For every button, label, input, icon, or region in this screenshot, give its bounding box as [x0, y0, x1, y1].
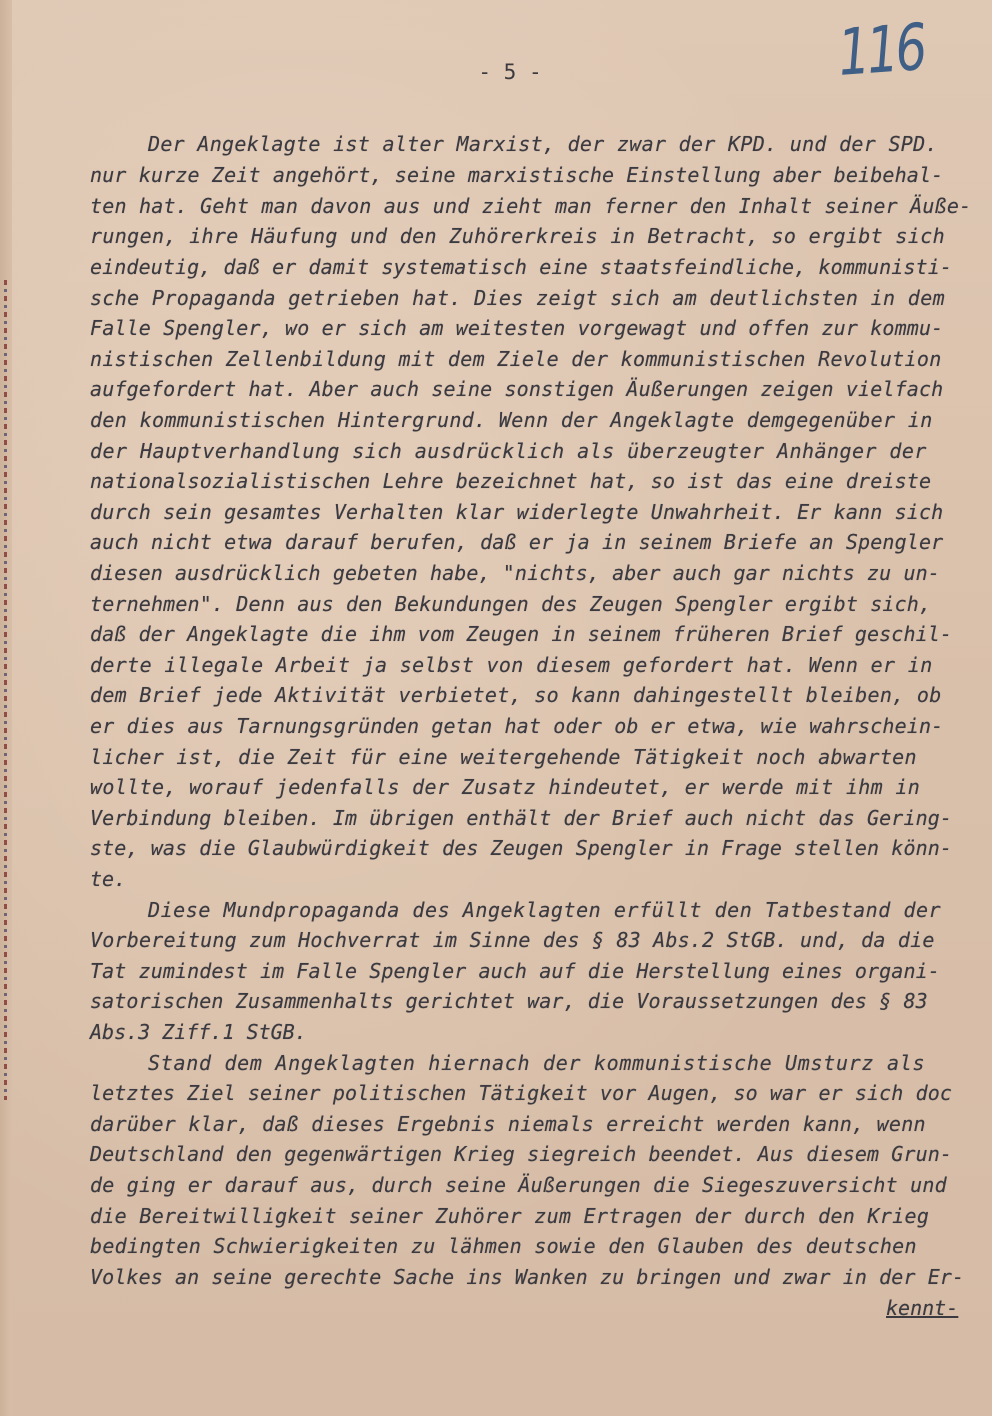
text-line: auch nicht etwa darauf berufen, daß er ja in seinem Briefe an Spengler — [90, 530, 944, 554]
page-number: - 5 - — [478, 60, 542, 84]
text-line: derte illegale Arbeit ja selbst von diesem gefordert hat. Wenn er in — [90, 653, 933, 677]
text-line: Volkes an seine gerechte Sache ins Wanken zu bringen und zwar in der Er- — [90, 1265, 965, 1289]
text-line: sche Propaganda getrieben hat. Dies zeigt sich am deutlichsten in dem — [90, 286, 945, 310]
text-line: letztes Ziel seiner politischen Tätigkeit vor Augen, so war er sich doc — [90, 1081, 953, 1105]
handwritten-folio-number: 116 — [835, 11, 927, 91]
text-line: daß der Angeklagte die ihm vom Zeugen in seinem früheren Brief geschil- — [90, 622, 953, 646]
text-line: te. — [90, 867, 127, 891]
text-line: der Hauptverhandlung sich ausdrücklich als überzeugter Anhänger der — [90, 439, 927, 463]
text-line: wollte, worauf jedenfalls der Zusatz hindeutet, er werde mit ihm in — [90, 775, 921, 799]
text-line: diesen ausdrücklich gebeten habe, "nichts, aber auch gar nichts zu un- — [90, 561, 940, 585]
text-line: Abs.3 Ziff.1 StGB. — [90, 1020, 307, 1044]
text-line: Verbindung bleiben. Im übrigen enthält der Brief auch nicht das Gering- — [90, 806, 953, 830]
binding-thread — [4, 280, 7, 1100]
text-line: dem Brief jede Aktivität verbietet, so kann dahingestellt bleiben, ob — [90, 683, 942, 707]
text-line: Deutschland den gegenwärtigen Krieg siegreich beendet. Aus diesem Grun- — [90, 1142, 953, 1166]
text-line: Falle Spengler, wo er sich am weitesten vorgewagt und offen zur kommu- — [90, 316, 944, 340]
text-line: bedingten Schwierigkeiten zu lähmen sowie den Glauben des deutschen — [90, 1234, 917, 1258]
catchword: kennt- — [886, 1296, 959, 1320]
text-line: Tat zumindest im Falle Spengler auch auf die Herstellung eines organi- — [90, 959, 940, 983]
text-line: durch sein gesamtes Verhalten klar widerlegte Unwahrheit. Er kann sich — [90, 500, 944, 524]
text-line: satorischen Zusammenhalts gerichtet war, die Voraussetzungen des § 83 — [90, 989, 928, 1013]
text-line: aufgefordert hat. Aber auch seine sonstigen Äußerungen zeigen vielfach — [90, 377, 944, 401]
text-line: eindeutig, daß er damit systematisch eine staatsfeindliche, kommunisti- — [90, 255, 953, 279]
text-line: den kommunistischen Hintergrund. Wenn der Angeklagte demgegenüber in — [90, 408, 933, 432]
text-line: er dies aus Tarnungsgründen getan hat oder ob er etwa, wie wahrschein- — [90, 714, 944, 738]
text-line: Vorbereitung zum Hochverrat im Sinne des § 83 Abs.2 StGB. und, da die — [90, 928, 935, 952]
text-line: ste, was die Glaubwürdigkeit des Zeugen Spengler in Frage stellen könn- — [90, 836, 953, 860]
text-line: darüber klar, daß dieses Ergebnis niemals erreicht werden kann, wenn — [90, 1112, 926, 1136]
text-line: ten hat. Geht man davon aus und zieht man ferner den Inhalt seiner Äuße- — [90, 194, 972, 218]
text-line: nur kurze Zeit angehört, seine marxistische Einstellung aber beibehal- — [90, 163, 944, 187]
text-line: rungen, ihre Häufung und den Zuhörerkreis in Betracht, so ergibt sich — [90, 224, 945, 248]
text-line: Stand dem Angeklagten hiernach der kommunistische Umsturz als — [148, 1051, 926, 1075]
text-line: Der Angeklagte ist alter Marxist, der zwar der KPD. und der SPD. — [148, 132, 938, 156]
text-line: nationalsozialistischen Lehre bezeichnet hat, so ist das eine dreiste — [90, 469, 932, 493]
text-line: ternehmen". Denn aus den Bekundungen des Zeugen Spengler ergibt sich, — [90, 592, 932, 616]
text-line: nistischen Zellenbildung mit dem Ziele der kommunistischen Revolution — [90, 347, 942, 371]
text-line: de ging er darauf aus, durch seine Äußerungen die Siegeszuversicht und — [90, 1173, 947, 1197]
text-line: Diese Mundpropaganda des Angeklagten erfüllt den Tatbestand der — [148, 898, 942, 922]
text-line: licher ist, die Zeit für eine weitergehende Tätigkeit noch abwarten — [90, 745, 917, 769]
text-line: die Bereitwilligkeit seiner Zuhörer zum Ertragen der durch den Krieg — [90, 1204, 930, 1228]
